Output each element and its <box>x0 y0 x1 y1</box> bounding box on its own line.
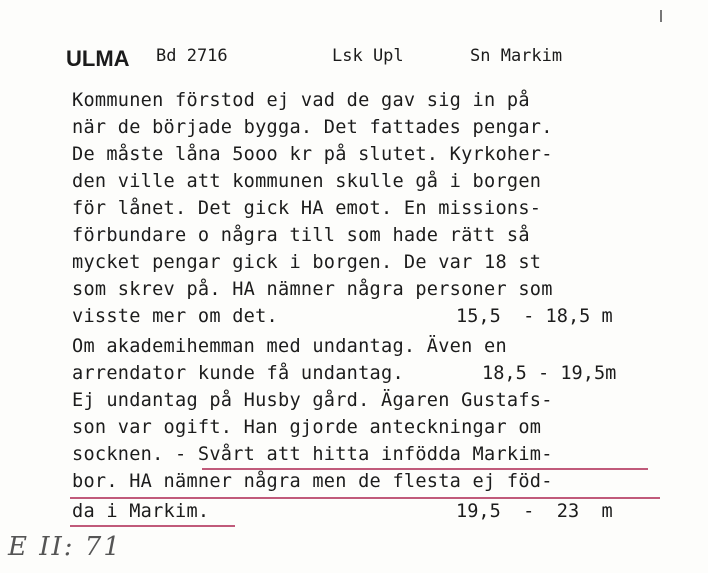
text-line: den ville att kommunen skulle gå i borgen <box>72 171 542 192</box>
card-header <box>66 46 686 74</box>
highlight-underline <box>70 525 235 527</box>
text-line: da i Markim. <box>72 501 210 522</box>
handwritten-signature: E II: 71 <box>8 532 122 562</box>
text-line: visste mer om det. <box>72 306 278 327</box>
text-line: som skrev på. HA nämner några personer som <box>72 279 553 300</box>
text-line: Ej undantag på Husby gård. Ägaren Gustafs- <box>72 390 553 411</box>
timestamp-2: 18,5 - 19,5m <box>482 363 617 384</box>
highlight-underline <box>202 468 648 470</box>
text-line: för lånet. Det gick HA emot. En missions- <box>72 198 542 219</box>
text-line: förbundare o några till som hade rätt så <box>72 225 530 246</box>
volume-label: Bd 2716 <box>156 46 228 66</box>
timestamp-3: 19,5 - 23 m <box>456 501 613 522</box>
text-line: son var ogift. Han gjorde anteckningar om <box>72 417 542 438</box>
text-line: Kommunen förstod ej vad de gav sig in på <box>72 90 530 111</box>
text-line: när de började bygga. Det fattades pengar. <box>72 117 553 138</box>
text-line: Om akademihemman med undantag. Även en <box>72 336 507 357</box>
edge-mark <box>660 10 662 22</box>
text-line: bor. HA nämner några men de flesta ej föd- <box>72 471 553 492</box>
text-line: socknen. - Svårt att hitta infödda Markim- <box>72 444 553 465</box>
timestamp-1: 15,5 - 18,5 m <box>456 306 613 327</box>
text-line: arrendator kunde få undantag. <box>72 363 404 384</box>
text-line: mycket pengar gick i borgen. De var 18 st <box>72 252 542 273</box>
province-label: Lsk Upl <box>332 46 404 66</box>
archive-label: ULMA <box>66 46 130 71</box>
text-line: De måste låna 5ooo kr på slutet. Kyrkoher- <box>72 144 553 165</box>
parish-label: Sn Markim <box>470 46 563 66</box>
highlight-underline <box>70 497 660 499</box>
